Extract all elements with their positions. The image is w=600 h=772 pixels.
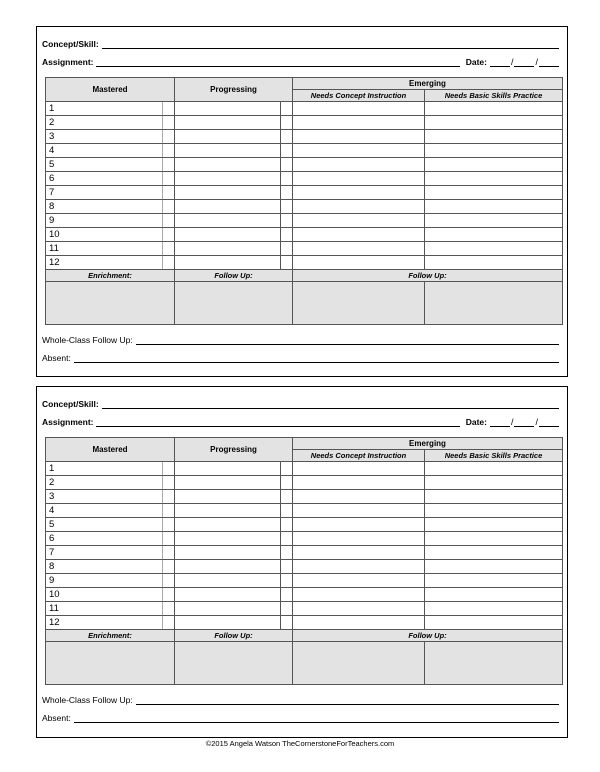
student-row (46, 602, 563, 616)
student-row (46, 518, 563, 532)
mastered-check-cell[interactable] (163, 144, 175, 158)
progressing-check-cell[interactable] (281, 242, 293, 256)
absent-field[interactable] (74, 713, 559, 723)
progressing-name-cell[interactable] (175, 256, 281, 270)
mastered-check-cell[interactable] (163, 588, 175, 602)
whole-class-follow-up-label: Whole-Class Follow Up: (42, 335, 133, 345)
progressing-check-cell[interactable] (281, 602, 293, 616)
basic-skills-cell[interactable] (425, 504, 563, 518)
basic-skills-cell[interactable] (425, 144, 563, 158)
student-name-cell[interactable]: 4 (46, 144, 163, 158)
student-name-cell[interactable]: 12 (46, 256, 163, 270)
concept-instruction-cell[interactable] (293, 490, 425, 504)
progressing-check-cell[interactable] (281, 144, 293, 158)
student-name-cell[interactable]: 8 (46, 200, 163, 214)
mastered-check-cell[interactable] (163, 532, 175, 546)
concept-skill-label: Concept/Skill: (42, 399, 99, 409)
student-name-cell[interactable]: 5 (46, 158, 163, 172)
absent-row (42, 351, 559, 363)
progressing-name-cell[interactable] (175, 130, 281, 144)
progressing-check-cell[interactable] (281, 490, 293, 504)
concept-instruction-cell[interactable] (293, 158, 425, 172)
concept-instruction-cell[interactable] (293, 616, 425, 630)
student-row (46, 532, 563, 546)
mastered-header: Mastered (46, 438, 175, 462)
enrichment-label: Enrichment: (46, 270, 175, 282)
student-name-cell[interactable]: 9 (46, 214, 163, 228)
student-name-cell[interactable]: 7 (46, 186, 163, 200)
student-row (46, 158, 563, 172)
date-year-field[interactable] (539, 57, 559, 67)
concept-skill-row (42, 37, 559, 49)
progressing-follow-up-box[interactable] (175, 282, 293, 325)
concept-instruction-cell[interactable] (293, 462, 425, 476)
mastered-header: Mastered (46, 78, 175, 102)
skills-follow-up-box[interactable] (425, 642, 563, 685)
student-name-cell[interactable]: 3 (46, 490, 163, 504)
mastered-check-cell[interactable] (163, 462, 175, 476)
basic-skills-cell[interactable] (425, 518, 563, 532)
basic-skills-cell[interactable] (425, 214, 563, 228)
concept-instruction-cell[interactable] (293, 242, 425, 256)
assignment-label: Assignment: (42, 57, 94, 67)
student-row (46, 546, 563, 560)
concept-instruction-cell[interactable] (293, 102, 425, 116)
student-row (46, 588, 563, 602)
progressing-check-cell[interactable] (281, 504, 293, 518)
mastered-check-cell[interactable] (163, 242, 175, 256)
basic-skills-cell[interactable] (425, 102, 563, 116)
concept-instruction-cell[interactable] (293, 532, 425, 546)
skills-follow-up-box[interactable] (425, 282, 563, 325)
progressing-name-cell[interactable] (175, 214, 281, 228)
basic-skills-cell[interactable] (425, 116, 563, 130)
concept-instruction-cell[interactable] (293, 144, 425, 158)
mastered-check-cell[interactable] (163, 228, 175, 242)
mastered-check-cell[interactable] (163, 186, 175, 200)
student-row (46, 116, 563, 130)
mastered-check-cell[interactable] (163, 504, 175, 518)
student-row (46, 200, 563, 214)
assignment-row (42, 415, 559, 427)
mastered-check-cell[interactable] (163, 518, 175, 532)
mastered-check-cell[interactable] (163, 130, 175, 144)
mastered-check-cell[interactable] (163, 214, 175, 228)
assignment-field[interactable] (96, 417, 459, 427)
whole-class-follow-up-field[interactable] (136, 335, 559, 345)
progressing-follow-up-box[interactable] (175, 642, 293, 685)
follow-up-label: Follow Up: (175, 630, 293, 642)
basic-skills-cell[interactable] (425, 200, 563, 214)
student-name-cell[interactable]: 10 (46, 588, 163, 602)
follow-up-label: Follow Up: (175, 270, 293, 282)
basic-skills-cell[interactable] (425, 476, 563, 490)
mastered-check-cell[interactable] (163, 546, 175, 560)
basic-skills-cell[interactable] (425, 186, 563, 200)
assignment-row (42, 55, 559, 67)
date-separator: / (510, 417, 514, 427)
concept-instruction-cell[interactable] (293, 574, 425, 588)
needs-concept-instruction-header: Needs Concept Instruction (293, 90, 425, 102)
date-label: Date: (465, 417, 487, 427)
needs-basic-skills-practice-header: Needs Basic Skills Practice (425, 450, 563, 462)
progressing-name-cell[interactable] (175, 504, 281, 518)
student-row (46, 574, 563, 588)
student-row (46, 560, 563, 574)
concept-instruction-cell[interactable] (293, 256, 425, 270)
progressing-name-cell[interactable] (175, 588, 281, 602)
student-name-cell[interactable]: 9 (46, 574, 163, 588)
mastered-check-cell[interactable] (163, 158, 175, 172)
mastered-check-cell[interactable] (163, 616, 175, 630)
progressing-name-cell[interactable] (175, 462, 281, 476)
progressing-check-cell[interactable] (281, 172, 293, 186)
concept-skill-field[interactable] (102, 39, 559, 49)
progressing-name-cell[interactable] (175, 518, 281, 532)
mastered-check-cell[interactable] (163, 476, 175, 490)
whole-class-follow-up-row (42, 333, 559, 345)
grouping-table (45, 77, 563, 325)
date-month-field[interactable] (490, 417, 510, 427)
student-row (46, 490, 563, 504)
basic-skills-cell[interactable] (425, 602, 563, 616)
grouping-table (45, 437, 563, 685)
date-separator: / (535, 417, 538, 427)
student-row (46, 214, 563, 228)
concept-instruction-cell[interactable] (293, 228, 425, 242)
concept-skill-row (42, 397, 559, 409)
concept-instruction-cell[interactable] (293, 476, 425, 490)
concept-instruction-cell[interactable] (293, 504, 425, 518)
student-name-cell[interactable]: 10 (46, 228, 163, 242)
progressing-name-cell[interactable] (175, 560, 281, 574)
student-row (46, 228, 563, 242)
progressing-check-cell[interactable] (281, 476, 293, 490)
basic-skills-cell[interactable] (425, 256, 563, 270)
student-name-cell[interactable]: 2 (46, 476, 163, 490)
date-day-field[interactable] (514, 417, 534, 427)
mastered-check-cell[interactable] (163, 172, 175, 186)
basic-skills-cell[interactable] (425, 490, 563, 504)
progressing-name-cell[interactable] (175, 242, 281, 256)
basic-skills-cell[interactable] (425, 574, 563, 588)
progressing-name-cell[interactable] (175, 476, 281, 490)
basic-skills-cell[interactable] (425, 532, 563, 546)
progressing-name-cell[interactable] (175, 172, 281, 186)
student-row (46, 102, 563, 116)
whole-class-follow-up-field[interactable] (136, 695, 559, 705)
needs-concept-instruction-header: Needs Concept Instruction (293, 450, 425, 462)
copyright-footer: ©2015 Angela Watson TheCornerstoneForTeachers.com (205, 739, 395, 748)
basic-skills-cell[interactable] (425, 616, 563, 630)
progressing-name-cell[interactable] (175, 228, 281, 242)
student-name-cell[interactable]: 3 (46, 130, 163, 144)
basic-skills-cell[interactable] (425, 130, 563, 144)
student-row (46, 186, 563, 200)
student-row (46, 504, 563, 518)
progressing-check-cell[interactable] (281, 130, 293, 144)
mastered-check-cell[interactable] (163, 574, 175, 588)
concept-instruction-cell[interactable] (293, 200, 425, 214)
absent-row (42, 711, 559, 723)
student-name-cell[interactable]: 6 (46, 172, 163, 186)
mastered-check-cell[interactable] (163, 102, 175, 116)
progressing-header: Progressing (175, 438, 293, 462)
student-name-cell[interactable]: 1 (46, 102, 163, 116)
enrichment-notes-box[interactable] (46, 282, 175, 325)
student-row (46, 462, 563, 476)
enrichment-label: Enrichment: (46, 630, 175, 642)
concept-instruction-cell[interactable] (293, 560, 425, 574)
concept-instruction-cell[interactable] (293, 518, 425, 532)
progressing-check-cell[interactable] (281, 546, 293, 560)
student-name-cell[interactable]: 4 (46, 504, 163, 518)
absent-label: Absent: (42, 353, 71, 363)
concept-skill-field[interactable] (102, 399, 559, 409)
student-row (46, 130, 563, 144)
mastered-check-cell[interactable] (163, 602, 175, 616)
progressing-check-cell[interactable] (281, 116, 293, 130)
progressing-check-cell[interactable] (281, 158, 293, 172)
concept-instruction-cell[interactable] (293, 214, 425, 228)
date-month-field[interactable] (490, 57, 510, 67)
student-name-cell[interactable]: 11 (46, 602, 163, 616)
progressing-check-cell[interactable] (281, 256, 293, 270)
mastered-check-cell[interactable] (163, 560, 175, 574)
date-separator: / (510, 57, 514, 67)
progressing-check-cell[interactable] (281, 588, 293, 602)
basic-skills-cell[interactable] (425, 546, 563, 560)
progressing-check-cell[interactable] (281, 616, 293, 630)
progressing-name-cell[interactable] (175, 158, 281, 172)
basic-skills-cell[interactable] (425, 228, 563, 242)
basic-skills-cell[interactable] (425, 462, 563, 476)
progressing-check-cell[interactable] (281, 532, 293, 546)
basic-skills-cell[interactable] (425, 172, 563, 186)
date-group (466, 57, 559, 67)
assignment-field[interactable] (96, 57, 459, 67)
progressing-name-cell[interactable] (175, 200, 281, 214)
student-grouping-form-2 (36, 386, 568, 738)
student-row (46, 144, 563, 158)
basic-skills-cell[interactable] (425, 158, 563, 172)
progressing-name-cell[interactable] (175, 532, 281, 546)
basic-skills-cell[interactable] (425, 560, 563, 574)
progressing-check-cell[interactable] (281, 214, 293, 228)
mastered-check-cell[interactable] (163, 200, 175, 214)
whole-class-follow-up-label: Whole-Class Follow Up: (42, 695, 133, 705)
date-separator: / (535, 57, 538, 67)
student-row (46, 616, 563, 630)
concept-instruction-cell[interactable] (293, 588, 425, 602)
concept-instruction-cell[interactable] (293, 602, 425, 616)
progressing-name-cell[interactable] (175, 546, 281, 560)
assignment-label: Assignment: (42, 417, 94, 427)
student-name-cell[interactable]: 5 (46, 518, 163, 532)
concept-instruction-cell[interactable] (293, 186, 425, 200)
progressing-name-cell[interactable] (175, 186, 281, 200)
mastered-check-cell[interactable] (163, 116, 175, 130)
progressing-check-cell[interactable] (281, 228, 293, 242)
student-name-cell[interactable]: 11 (46, 242, 163, 256)
progressing-check-cell[interactable] (281, 200, 293, 214)
student-row (46, 256, 563, 270)
progressing-check-cell[interactable] (281, 518, 293, 532)
concept-skill-label: Concept/Skill: (42, 39, 99, 49)
student-name-cell[interactable]: 8 (46, 560, 163, 574)
date-day-field[interactable] (514, 57, 534, 67)
concept-follow-up-box[interactable] (293, 642, 425, 685)
progressing-name-cell[interactable] (175, 574, 281, 588)
needs-basic-skills-practice-header: Needs Basic Skills Practice (425, 90, 563, 102)
concept-instruction-cell[interactable] (293, 116, 425, 130)
progressing-name-cell[interactable] (175, 490, 281, 504)
student-name-cell[interactable]: 6 (46, 532, 163, 546)
date-year-field[interactable] (539, 417, 559, 427)
progressing-check-cell[interactable] (281, 462, 293, 476)
progressing-check-cell[interactable] (281, 574, 293, 588)
student-grouping-form-1 (36, 26, 568, 377)
date-group (466, 417, 559, 427)
mastered-check-cell[interactable] (163, 490, 175, 504)
concept-follow-up-box[interactable] (293, 282, 425, 325)
concept-instruction-cell[interactable] (293, 172, 425, 186)
concept-instruction-cell[interactable] (293, 130, 425, 144)
progressing-check-cell[interactable] (281, 560, 293, 574)
absent-label: Absent: (42, 713, 71, 723)
progressing-name-cell[interactable] (175, 602, 281, 616)
follow-up-label: Follow Up: (293, 630, 563, 642)
progressing-name-cell[interactable] (175, 144, 281, 158)
whole-class-follow-up-row (42, 693, 559, 705)
student-name-cell[interactable]: 2 (46, 116, 163, 130)
basic-skills-cell[interactable] (425, 242, 563, 256)
emerging-header: Emerging (293, 438, 563, 450)
progressing-name-cell[interactable] (175, 116, 281, 130)
enrichment-notes-box[interactable] (46, 642, 175, 685)
student-row (46, 476, 563, 490)
student-name-cell[interactable]: 7 (46, 546, 163, 560)
progressing-name-cell[interactable] (175, 616, 281, 630)
progressing-name-cell[interactable] (175, 102, 281, 116)
mastered-check-cell[interactable] (163, 256, 175, 270)
progressing-header: Progressing (175, 78, 293, 102)
progressing-check-cell[interactable] (281, 186, 293, 200)
date-label: Date: (465, 57, 487, 67)
student-name-cell[interactable]: 12 (46, 616, 163, 630)
follow-up-label: Follow Up: (293, 270, 563, 282)
student-name-cell[interactable]: 1 (46, 462, 163, 476)
progressing-check-cell[interactable] (281, 102, 293, 116)
concept-instruction-cell[interactable] (293, 546, 425, 560)
absent-field[interactable] (74, 353, 559, 363)
emerging-header: Emerging (293, 78, 563, 90)
student-row (46, 172, 563, 186)
student-row (46, 242, 563, 256)
basic-skills-cell[interactable] (425, 588, 563, 602)
